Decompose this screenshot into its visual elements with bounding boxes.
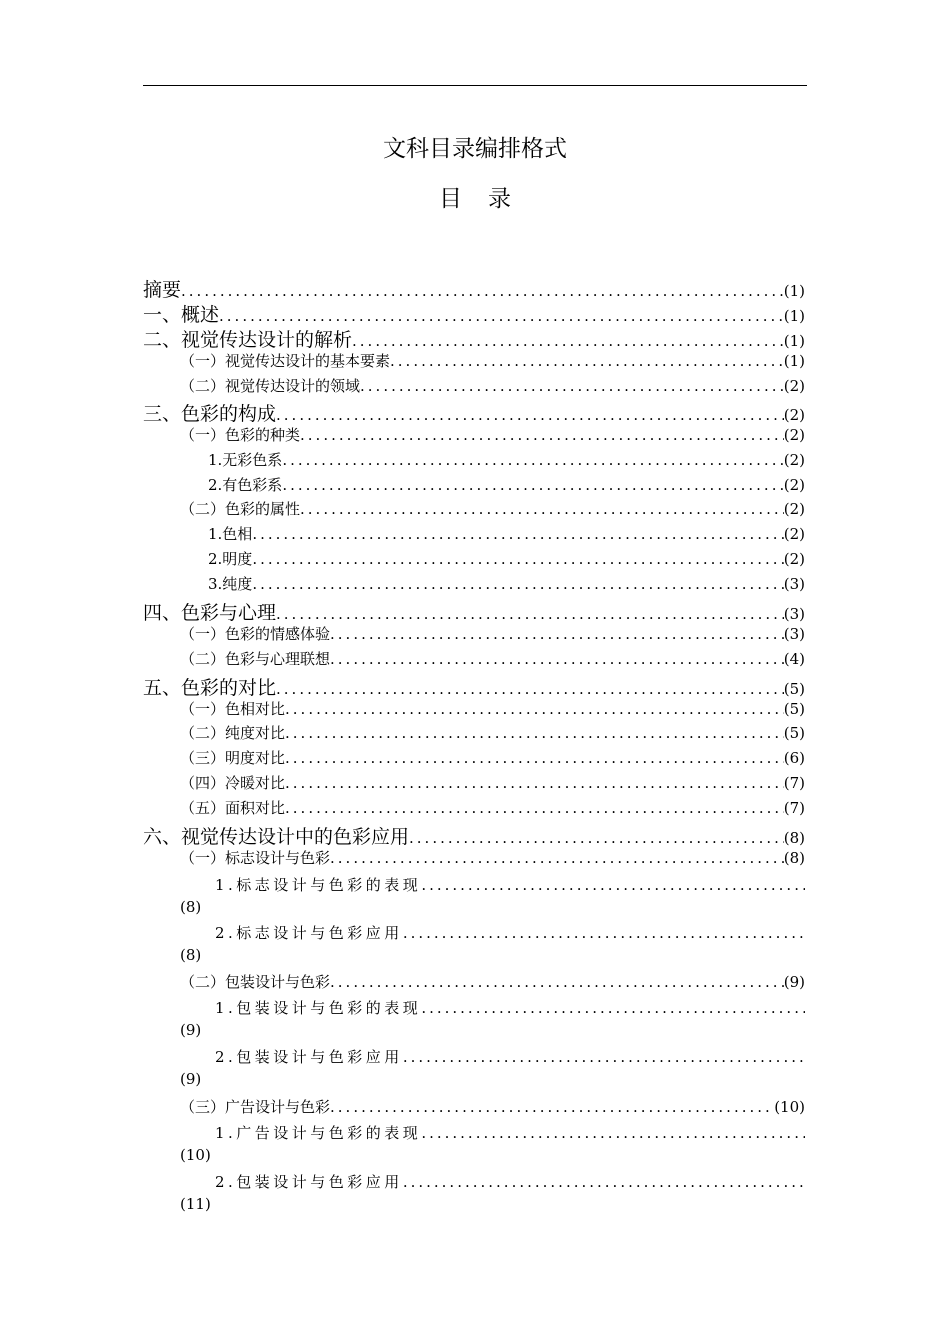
toc-leader-dots — [252, 575, 783, 593]
toc-entry-page: (10) — [180, 1146, 211, 1164]
toc-entry-page: (5) — [783, 700, 805, 718]
toc-entry-page: (5) — [783, 680, 805, 698]
toc-entry-label: 一、概述 — [143, 304, 220, 326]
toc-leader-dots — [360, 377, 784, 395]
toc-entry-page: (3) — [783, 605, 805, 623]
toc-entry-label: （二）视觉传达设计的领域 — [180, 377, 361, 395]
toc-leader-dots — [285, 700, 784, 718]
toc-entry-page: (2) — [783, 476, 805, 494]
toc-leader-dots — [276, 406, 784, 424]
toc-leader-dots — [252, 550, 783, 568]
toc-entry-label: 1.无彩色系 — [208, 451, 283, 469]
toc-entry-page: (8) — [783, 849, 805, 867]
toc-entry-label: （一）色相对比 — [180, 700, 286, 718]
toc-entry-page: (4) — [783, 650, 805, 668]
toc-entry-page: (2) — [783, 451, 805, 469]
toc-entry-label: 3.纯度 — [208, 575, 253, 593]
toc-entry-label: 1.广告设计与色彩的表现 — [215, 1124, 422, 1142]
toc-entry-page: (3) — [783, 625, 805, 643]
toc-entry-page: (8) — [180, 946, 202, 964]
toc-leader-dots — [330, 849, 784, 867]
toc-leader-dots — [403, 1048, 805, 1066]
toc-entry-label: 2.标志设计与色彩应用 — [215, 924, 403, 942]
toc-entry-label: （二）包装设计与色彩 — [180, 973, 331, 991]
toc-leader-dots — [285, 749, 784, 767]
toc-entry-page: (1) — [783, 352, 805, 370]
toc-entry-page: (2) — [783, 406, 805, 424]
toc-entry-label: 1.包装设计与色彩的表现 — [215, 999, 422, 1017]
toc-leader-dots — [421, 999, 805, 1017]
toc-leader-dots — [300, 500, 784, 518]
toc-entry-page: (9) — [783, 973, 805, 991]
toc-leader-dots — [403, 924, 805, 942]
toc-entry-label: （二）色彩与心理联想 — [180, 650, 331, 668]
toc-entry-page: (9) — [180, 1021, 202, 1039]
toc-entry-page: (5) — [783, 724, 805, 742]
toc-leader-dots — [421, 1124, 805, 1142]
toc-entry-label: （五）面积对比 — [180, 799, 286, 817]
toc-leader-dots — [390, 352, 784, 370]
toc-leader-dots — [330, 973, 784, 991]
toc-entry-label: （一）视觉传达设计的基本要素 — [180, 352, 391, 370]
toc-entry-label: 五、色彩的对比 — [143, 677, 277, 699]
toc-leader-dots — [421, 876, 805, 894]
toc-entry-label: 1.标志设计与色彩的表现 — [215, 876, 422, 894]
toc-leader-dots — [282, 476, 783, 494]
toc-entry-page: (7) — [783, 799, 805, 817]
toc-leader-dots — [276, 680, 784, 698]
toc-entry-label: 2.明度 — [208, 550, 253, 568]
toc-entry-label: 三、色彩的构成 — [143, 403, 277, 425]
toc-leader-dots — [300, 426, 784, 444]
toc-entry-page: (2) — [783, 426, 805, 444]
toc-entry-label: 2.包装设计与色彩应用 — [215, 1173, 403, 1191]
document-title: 文科目录编排格式 — [383, 136, 567, 162]
toc-entry-page: (1) — [783, 332, 805, 350]
header-rule — [143, 85, 807, 86]
toc-leader-dots — [285, 799, 784, 817]
toc-leader-dots — [352, 332, 784, 350]
toc-leader-dots — [219, 307, 784, 325]
toc-entry-page: (11) — [180, 1195, 211, 1213]
toc-entry-page: (9) — [180, 1070, 202, 1088]
toc-entry-page: (1) — [783, 307, 805, 325]
toc-entry-label: 摘要 — [143, 279, 182, 301]
toc-entry-page: (1) — [783, 282, 805, 300]
toc-entry-page: (10) — [774, 1098, 805, 1116]
toc-entry-label: 1.色相 — [208, 525, 253, 543]
toc-entry-label: （二）色彩的属性 — [180, 500, 301, 518]
toc-entry-label: （一）色彩的情感体验 — [180, 625, 331, 643]
toc-leader-dots — [285, 774, 784, 792]
toc-entry-page: (2) — [783, 500, 805, 518]
toc-entry-label: （三）明度对比 — [180, 749, 286, 767]
toc-entry-label: 2.包装设计与色彩应用 — [215, 1048, 403, 1066]
toc-entry-label: （一）标志设计与色彩 — [180, 849, 331, 867]
toc-entry-label: （三）广告设计与色彩 — [180, 1098, 331, 1116]
toc-leader-dots — [276, 605, 784, 623]
toc-entry-page: (8) — [180, 898, 202, 916]
toc-entry-label: 四、色彩与心理 — [143, 602, 277, 624]
toc-entry-page: (8) — [783, 829, 805, 847]
toc-entry-label: （一）色彩的种类 — [180, 426, 301, 444]
toc-leader-dots — [285, 724, 784, 742]
toc-leader-dots — [330, 625, 784, 643]
toc-leader-dots — [282, 451, 783, 469]
toc-entry-label: （二）纯度对比 — [180, 724, 286, 742]
toc-leader-dots — [181, 282, 784, 300]
toc-entry-page: (3) — [783, 575, 805, 593]
toc-leader-dots — [330, 650, 784, 668]
toc-entry-label: 2.有色彩系 — [208, 476, 283, 494]
toc-entry-page: (6) — [783, 749, 805, 767]
toc-leader-dots — [403, 1173, 805, 1191]
toc-entry-label: 二、视觉传达设计的解析 — [143, 329, 353, 351]
toc-entry-page: (7) — [783, 774, 805, 792]
toc-entry-page: (2) — [783, 525, 805, 543]
toc-leader-dots — [330, 1098, 774, 1116]
toc-entry-label: 六、视觉传达设计中的色彩应用 — [143, 826, 410, 848]
toc-leader-dots — [252, 525, 783, 543]
toc-entry-page: (2) — [783, 550, 805, 568]
toc-entry-page: (2) — [783, 377, 805, 395]
toc-heading: 目录 — [439, 186, 537, 212]
toc-entry-label: （四）冷暖对比 — [180, 774, 286, 792]
toc-leader-dots — [409, 829, 784, 847]
